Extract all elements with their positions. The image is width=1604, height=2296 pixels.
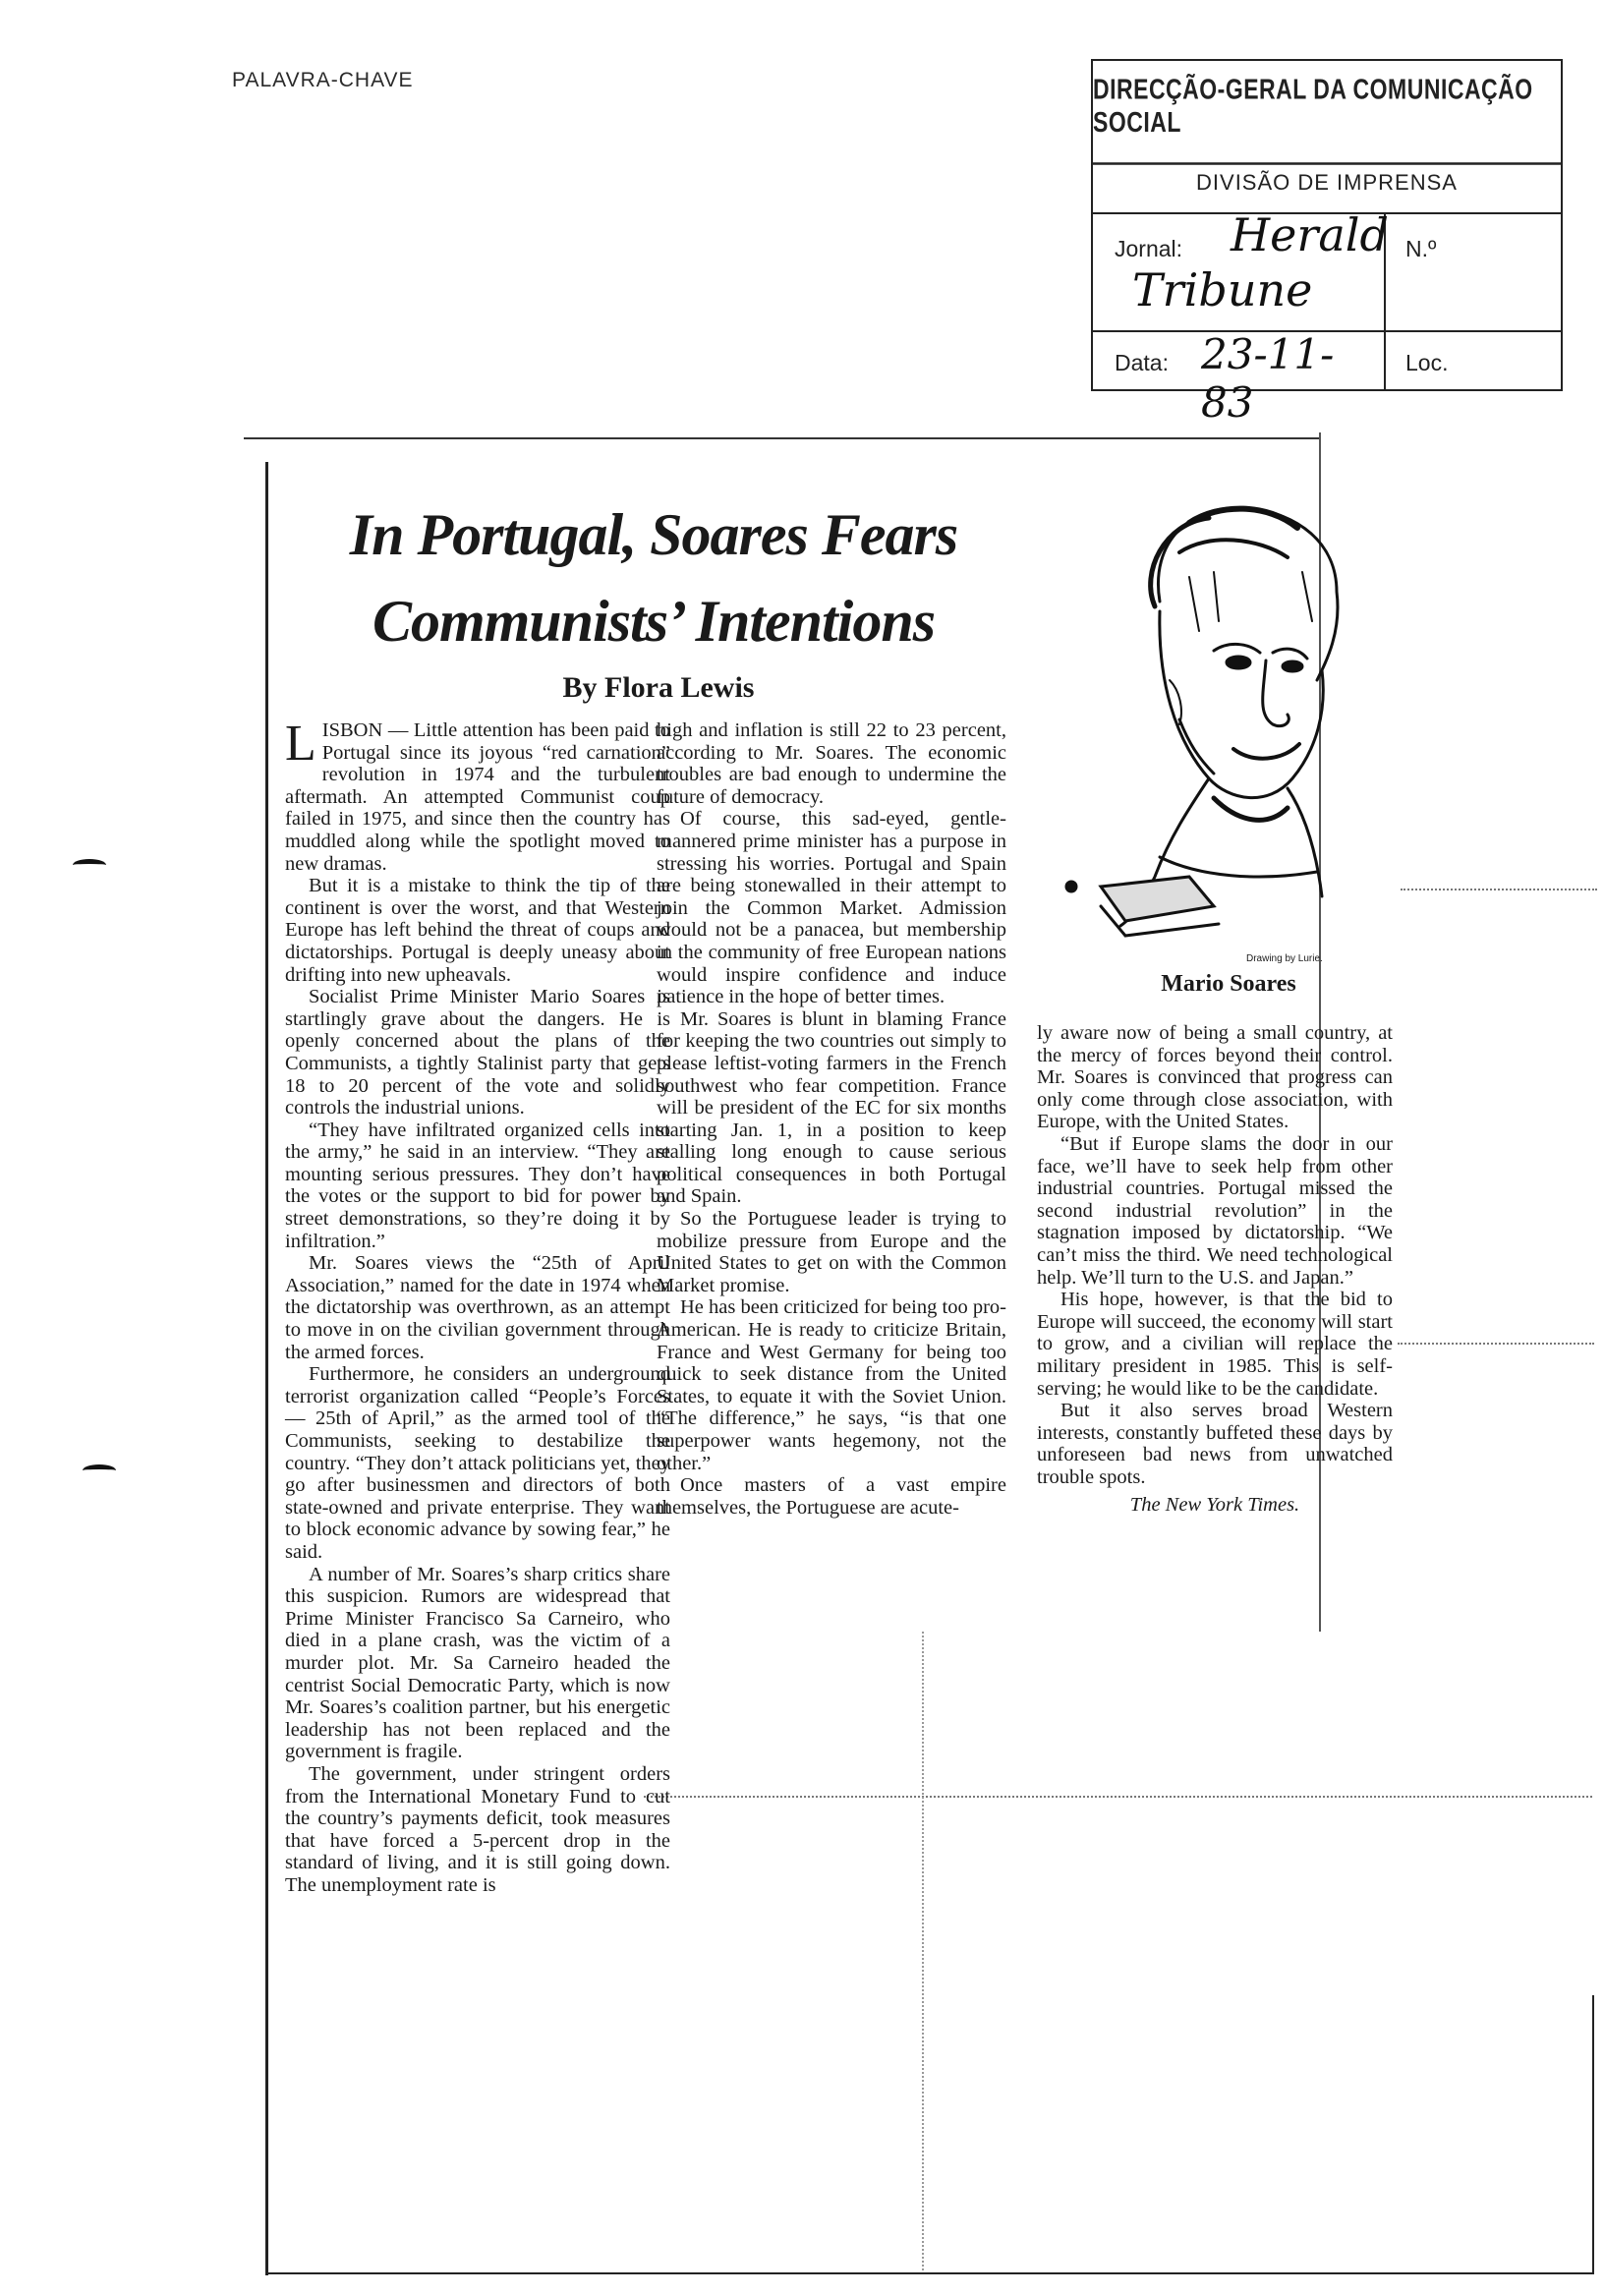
stamp-jornal-handwritten-2: Tribune (1132, 263, 1313, 316)
clipping-border-top (244, 437, 1320, 439)
mario-soares-caricature (1042, 484, 1372, 946)
paragraph: So the Portuguese leader is trying to mobilize pressure from Europe and the United States to get on with the Common Market promise. (657, 1208, 1006, 1296)
paragraph: But it is a mistake to think the tip of the continent is over the worst, and that Western Europe has left behind the threat of coups and dictatorships. Portugal is deeply uneasy about drifting into new upheavals. (285, 875, 670, 986)
paragraph: high and inflation is still 22 to 23 percent, according to Mr. Soares. The economic troubles are bad enough to undermine the future of democracy. (657, 719, 1006, 808)
article-source: The New York Times. (1129, 1494, 1300, 1517)
dotted-cut-line (1401, 889, 1597, 890)
paragraph: He has been criticized for being too pro-American. He is ready to criticize Britain, France and West Germany for being too quick to seek distance from the United States, to equate it with the Soviet Union. “The difference,” he says, “is that one superpower wants hegemony, not the other.” (657, 1296, 1006, 1474)
stamp-title: DIRECÇÃO-GERAL DA COMUNICAÇÃO SOCIAL (1093, 49, 1561, 165)
clipping-border-bottom (265, 2272, 1594, 2274)
clipping-border-left (265, 462, 268, 2275)
dotted-cut-line (644, 1796, 1592, 1798)
drop-cap: L (285, 716, 316, 772)
stamp-jornal-handwritten-1: Herald (1231, 208, 1389, 261)
punch-mark (83, 1464, 116, 1476)
paragraph: The government, under stringent orders from the International Monetary Fund to cut the country’s payments deficit, took measures that have forced a 5-percent drop in the standard of living, and it is still going down. The unemployment rate is (285, 1762, 670, 1896)
article-column-3 (1037, 1022, 1393, 1517)
paragraph: Socialist Prime Minister Mario Soares is startlingly grave about the dangers. He is openly concerned about the plans of the Communists, a tightly Stalinist party that gets 18 to 20 percent of the vote and solidly controls the industrial unions. (285, 986, 670, 1119)
stamp-division: DIVISÃO DE IMPRENSA (1093, 153, 1561, 214)
stamp-date-handwritten: 23-11-83 (1201, 330, 1335, 427)
stamp-loc-label: Loc. (1405, 350, 1449, 375)
paragraph: His hope, however, is that the bid to Europe will succeed, the economy will start to grow, and a civilian will replace the military president in 1985. This is self-serving; he would like to be the candidate. (1037, 1289, 1393, 1400)
paragraph: Furthermore, he considers an underground terrorist organization called “People’s Forces — 25th of April,” as the armed tool of the Communists, seeking to destabilize the country. “They don’t attack politicians yet, they go after businessmen and directors of both state-owned and private enterprise. They want to block economic advance by sowing fear,” he said. (285, 1363, 670, 1563)
paragraph: “They have infiltrated organized cells into the army,” he said in an interview. “They are mounting serious pressures. They don’t have the votes or the support to bid for power by street demonstrations, so they’re doing it by infiltration.” (285, 1119, 670, 1252)
illustration-caption: Mario Soares (1161, 971, 1296, 997)
stamp-numero-label: N.º (1405, 236, 1437, 261)
headline: In Portugal, Soares Fears Communists’ Intentions (349, 502, 958, 654)
paragraph: But it also serves broad Western interests, constantly buffeted these days by unforeseen bad news from unwatched trouble spots. (1037, 1400, 1393, 1488)
paragraph: Mr. Soares is blunt in blaming France for keeping the two countries out simply to please leftist-voting farmers in the French southwest who fear competition. France will be president of the EC for six months starting Jan. 1, in a position to keep stalling long enough to cause serious political consequences in both Portugal and Spain. (657, 1007, 1006, 1208)
paragraph: Once masters of a vast empire themselves, the Portuguese are acute- (657, 1474, 1006, 1519)
keyword-label: PALAVRA-CHAVE (232, 69, 414, 91)
illustration-credit: Drawing by Lurie. (1246, 953, 1323, 964)
paragraph: Of course, this sad-eyed, gentle-mannered prime minister has a purpose in stressing his worries. Portugal and Spain are being stonewalled in their attempt to join the Common Market. Admission would not be a panacea, but membership in the community of free European nations would inspire confidence and induce patience in the hope of better times. (657, 808, 1006, 1008)
paragraph: “But if Europe slams the door in our face, we’ll have to seek help from other industrial countries. Portugal missed the second industrial revolution” in the stagnation imposed by dictatorship. “We can’t miss the third. We need technological help. We’ll turn to the U.S. and Japan.” (1037, 1132, 1393, 1289)
paragraph: LISBON — Little attention has been paid to Portugal since its joyous “red carnation” revolution in 1974 and the turbulent aftermath. An attempted Communist coup failed in 1975, and since then the country has muddled along while the spotlight moved to new dramas. (285, 716, 670, 875)
dotted-cut-line (1398, 1343, 1594, 1345)
byline: By Flora Lewis (562, 671, 755, 704)
article-column-1 (285, 716, 670, 1896)
press-office-stamp (1091, 59, 1563, 427)
clipping-border-right-lower (1592, 1995, 1594, 2273)
paragraph: ly aware now of being a small country, at the mercy of forces beyond their control. Mr. Soares is convinced that progress can only come through close association, with Europe, with the United States. (1037, 1022, 1393, 1133)
punch-mark (73, 859, 106, 871)
paragraph: Mr. Soares views the “25th of April Association,” named for the date in 1974 when the dictatorship was overthrown, as an attempt to move in on the civilian government through the armed forces. (285, 1252, 670, 1363)
stamp-jornal-label: Jornal: (1115, 236, 1183, 261)
dotted-cut-line (922, 1632, 924, 2270)
paragraph: A number of Mr. Soares’s sharp critics share this suspicion. Rumors are widespread that Prime Minister Francisco Sa Carneiro, who died in a plane crash, was the victim of a murder plot. Mr. Sa Carneiro headed the centrist Social Democratic Party, which is now Mr. Soares’s coalition partner, but his energetic leadership has not been replaced and the government is fragile. (285, 1563, 670, 1763)
article-column-2 (657, 719, 1006, 1519)
stamp-data-label: Data: (1115, 350, 1169, 375)
